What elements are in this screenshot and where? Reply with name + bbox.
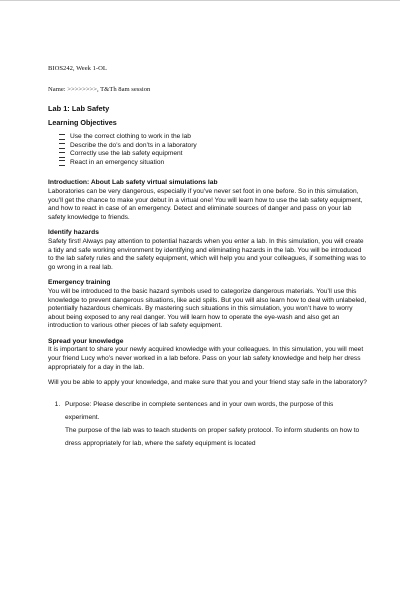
objective-item: Describe the do’s and don’ts in a laboratory	[59, 142, 368, 151]
checkbox-bullet-icon	[59, 134, 65, 140]
objective-item: Use the correct clothing to work in the lab	[59, 133, 368, 142]
lab-title: Lab 1: Lab Safety	[48, 104, 110, 113]
section-heading-spread-knowledge: Spread your knowledge	[48, 337, 124, 345]
answer-text[interactable]: The purpose of the lab was to teach students on proper safety protocol. To inform students on how to dress appropriately for lab, where the safety equipment is located	[65, 426, 360, 447]
top-border	[0, 0, 400, 1]
section-body-spread-knowledge: It is important to share your newly acquired knowledge with your colleagues. In this simulation, you will meet your friend Lucy who’s never worked in a lab before. Pass on your lab safety knowledge and help her dress appropriately for a day in the lab.	[48, 346, 364, 371]
document-page	[48, 64, 368, 450]
name-line: Name: >>>>>>>>, T&Th 8am session	[48, 86, 151, 93]
section-body-identify-hazards: Safety first! Always pay attention to potential hazards when you enter a lab. In this simulation, you will create a tidy and safe working environment by identifying and eliminating hazards in the lab. You will be introduced to the lab safety rules and the safety equipment, which will help you and your colleagues, if something was to go wrong in a real lab.	[48, 237, 366, 271]
question-item: 1. Purpose: Please describe in complete sentences and in your own words, the purpose of this experiment.	[62, 398, 368, 424]
section-heading-emergency-training: Emergency training	[48, 279, 111, 287]
section-heading-introduction: Introduction: About Lab safety virtual simulations lab	[48, 179, 218, 187]
closing-question: Will you be able to apply your knowledge, and make sure that you and your friend stay safe in the laboratory?	[48, 379, 367, 387]
questions-list	[48, 398, 368, 424]
checkbox-bullet-icon	[59, 143, 65, 149]
checkbox-bullet-icon	[59, 160, 65, 166]
section-body-emergency-training: You will be introduced to the basic hazard symbols used to categorize dangerous materials. You’ll use this knowledge to prevent dangerous situations, like acid spills. But you will also learn how to deal with unlabeled, potentially hazardous chemicals. By mastering such situations in this simulation, you won’t have to worry about being exposed to any real danger. You will learn how to operate the eye-wash and also get an introduction to various other pieces of lab safety equipment.	[48, 287, 367, 330]
objective-item: Correctly use the lab safety equipment	[59, 150, 368, 159]
checkbox-bullet-icon	[59, 152, 65, 158]
objectives-list	[59, 133, 368, 167]
section-heading-identify-hazards: Identify hazards	[48, 229, 99, 237]
objective-item: React in an emergency situation	[59, 159, 368, 168]
section-body-introduction: Laboratories can be very dangerous, especially if you’ve never set foot in one before. So in this simulation, you’ll get the chance to make your debut in a virtual one! You will learn how to use the lab safety equipment, and how to react in case of an emergency. Detect and eliminate sources of danger and pass on your lab safety knowledge to friends.	[48, 187, 363, 221]
course-line: BIOS242, Week 1-OL	[48, 65, 107, 72]
objectives-heading: Learning Objectives	[48, 118, 117, 127]
